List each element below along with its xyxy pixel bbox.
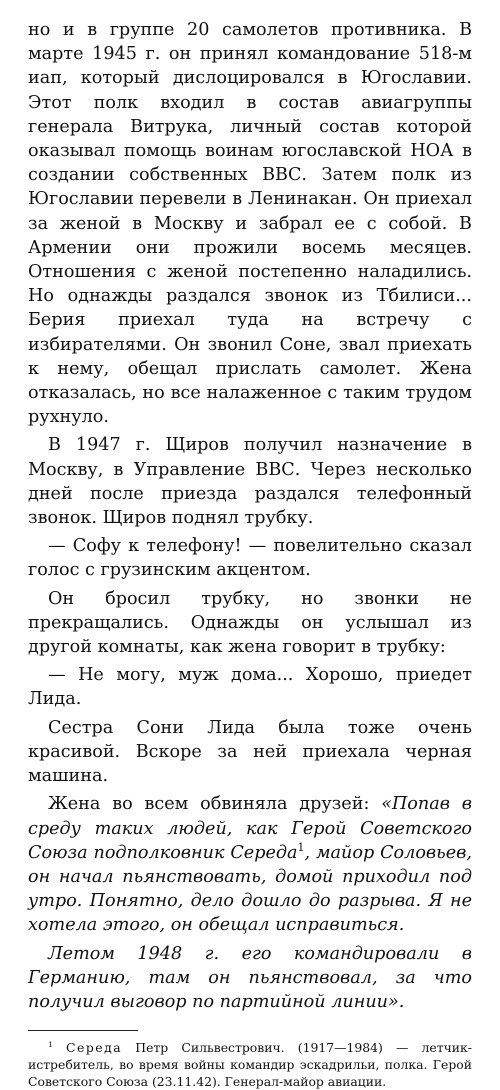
quote-part-b: , майор Соловьев, он начал пьянствовать, домой приходил под утро. Понятно, дело дошло до разрыва. Я не хотела этого, он обещал исправиться.	[28, 842, 472, 936]
footnote-reference: 1	[297, 840, 305, 854]
quote-part-a: «Попав в среду таких людей, как Герой Советского Союза подполковник Середа	[28, 794, 472, 863]
paragraph-2: В 1947 г. Щиров получил назначение в Москву, в Управление ВВС. Через несколько дней после приезда раздался телефонный звонок. Щиров поднял трубку.	[28, 435, 472, 529]
footnote-mark: 1	[48, 1040, 53, 1049]
footnote-text: Петр Сильвестрович. (1917—1984) — летчик-истребитель, во время войны командир эскадрильи, полка. Герой Советского Союза (23.11.42). Генерал-майор авиации.	[28, 1040, 472, 1090]
paragraph-8: Летом 1948 г. его командировали в Германию, там он пьянствовал, за что получил выговор по партийной линии».	[28, 943, 472, 1012]
paragraph-6: Сестра Сони Лида была тоже очень красивой. Вскоре за ней приехала черная машина.	[28, 717, 472, 787]
paragraph-4: Он бросил трубку, но звонки не прекращались. Однажды он услышал из другой комнаты, как жена говорит в трубку:	[28, 588, 472, 658]
main-text	[28, 18, 472, 1014]
paragraph-3: — Софу к телефону! — повелительно сказал голос с грузинским акцентом.	[28, 536, 472, 581]
footnote-surname: Середа	[66, 1040, 123, 1056]
paragraph-5: — Не могу, муж дома... Хорошо, приедет Лида.	[28, 665, 472, 710]
paragraph-7	[28, 792, 472, 937]
paragraph-1: но и в группе 20 самолетов противника. В марте 1945 г. он принял командование 518-м иап, который дислоцировался в Югославии. Этот полк входил в состав авиагруппы генерала Витрука, личный состав которой оказывал помощь воинам югославской НОА в создании собственных ВВС. Затем полк из Югославии перевели в Ленинакан. Он приехал за женой в Москву и забрал ее с собой. В Армении они прожили восемь месяцев. Отношения с женой постепенно наладились. Но однажды раздался звонок из Тбилиси... Берия приехал туда на встречу с избирателями. Он звонил Соне, звал приехать к нему, обещал прислать самолет. Жена отказалась, но все налаженное с таким трудом рухнуло.	[28, 20, 472, 428]
footnote	[28, 1039, 472, 1090]
footnote-divider	[28, 1030, 138, 1031]
paragraph-7-lead: Жена во всем обвиняла друзей:	[48, 794, 382, 815]
book-page	[28, 18, 472, 1090]
